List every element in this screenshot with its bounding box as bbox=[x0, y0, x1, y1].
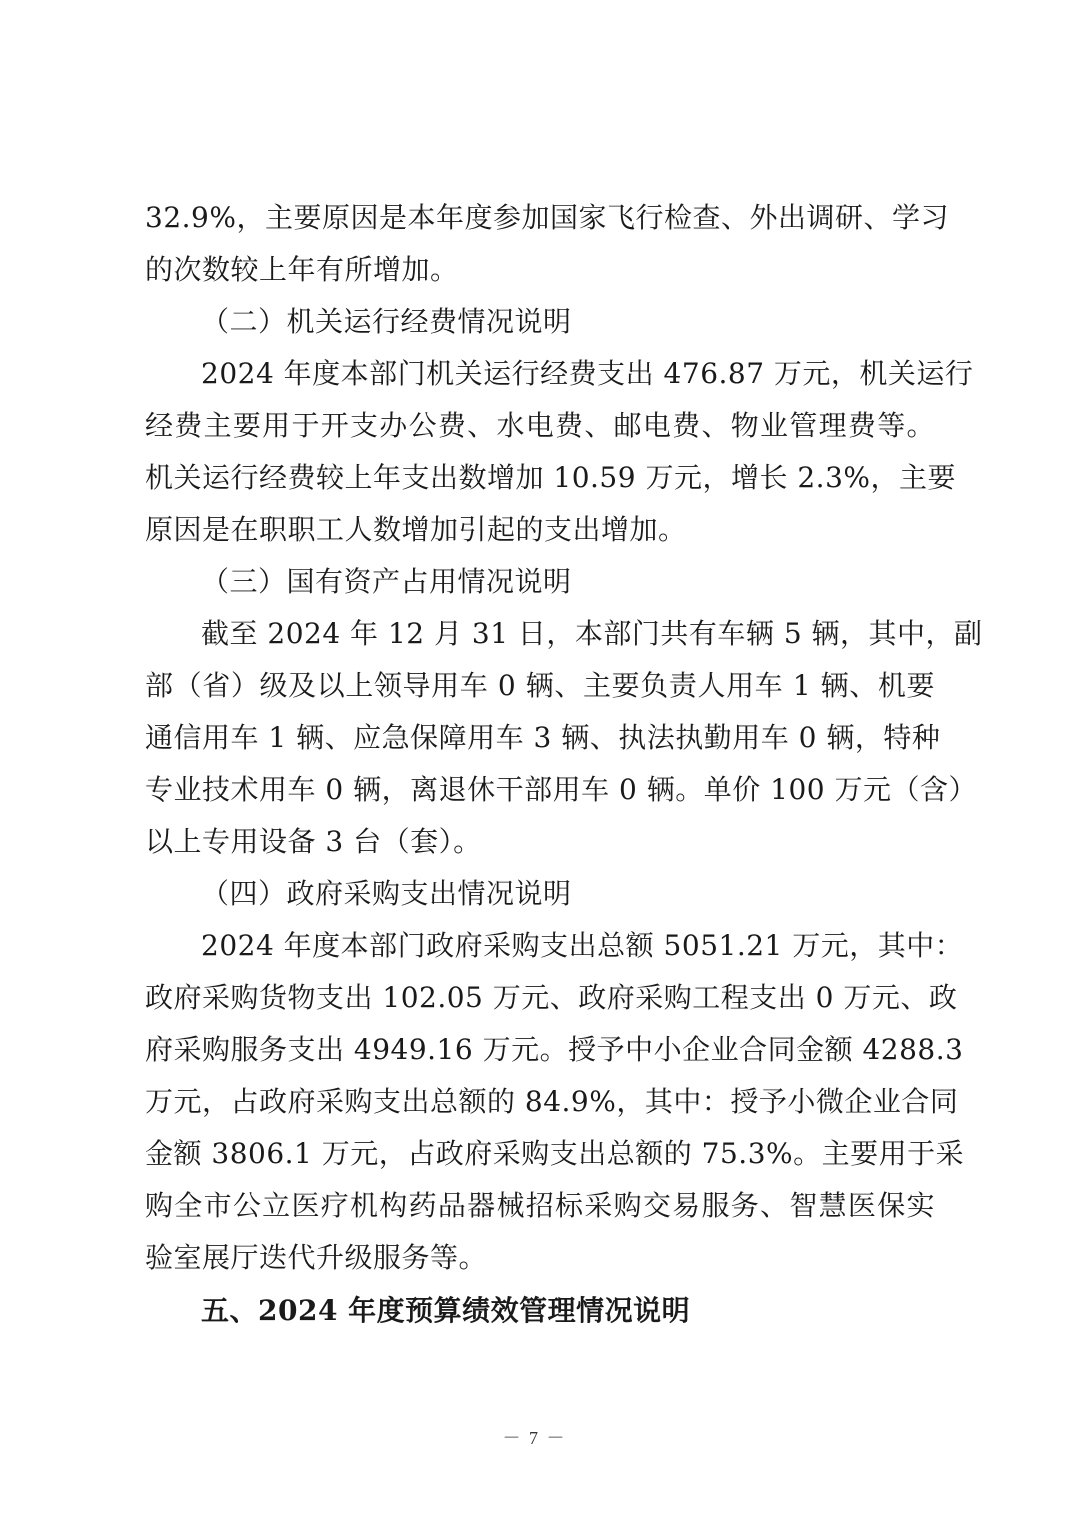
paragraph-line: 部（省）级及以上领导用车 0 辆、主要负责人用车 1 辆、机要 bbox=[145, 669, 935, 702]
paragraph-line: 原因是在职职工人数增加引起的支出增加。 bbox=[145, 513, 687, 546]
paragraph-line: 2024 年度本部门政府采购支出总额 5051.21 万元，其中： bbox=[201, 929, 964, 962]
paragraph-line: 32.9%，主要原因是本年度参加国家飞行检查、外出调研、学习 bbox=[145, 201, 949, 234]
paragraph-line: 截至 2024 年 12 月 31 日，本部门共有车辆 5 辆，其中，副 bbox=[201, 617, 983, 650]
paragraph-line: 府采购服务支出 4949.16 万元。授予中小企业合同金额 4288.3 bbox=[145, 1033, 964, 1066]
chapter-heading: 五、2024 年度预算绩效管理情况说明 bbox=[201, 1294, 691, 1327]
paragraph-line: 购全市公立医疗机构药品器械招标采购交易服务、智慧医保实 bbox=[145, 1189, 935, 1222]
paragraph-line: 2024 年度本部门机关运行经费支出 476.87 万元，机关运行 bbox=[201, 357, 974, 390]
section-heading: （二）机关运行经费情况说明 bbox=[201, 305, 572, 338]
paragraph-line: 以上专用设备 3 台（套）。 bbox=[145, 825, 482, 858]
page-number: － 7 － bbox=[502, 1428, 567, 1448]
paragraph-line: 通信用车 1 辆、应急保障用车 3 辆、执法执勤用车 0 辆，特种 bbox=[145, 721, 941, 754]
paragraph-line: 经费主要用于开支办公费、水电费、邮电费、物业管理费等。 bbox=[145, 409, 935, 442]
paragraph-line: 万元，占政府采购支出总额的 84.9%，其中：授予小微企业合同 bbox=[145, 1085, 959, 1118]
paragraph-line: 的次数较上年有所增加。 bbox=[145, 253, 459, 286]
paragraph-line: 验室展厅迭代升级服务等。 bbox=[145, 1241, 488, 1274]
section-heading: （四）政府采购支出情况说明 bbox=[201, 877, 572, 910]
paragraph-line: 专业技术用车 0 辆，离退休干部用车 0 辆。单价 100 万元（含） bbox=[145, 773, 977, 806]
paragraph-line: 机关运行经费较上年支出数增加 10.59 万元，增长 2.3%，主要 bbox=[145, 461, 956, 494]
paragraph-line: 政府采购货物支出 102.05 万元、政府采购工程支出 0 万元、政 bbox=[145, 981, 958, 1014]
section-heading: （三）国有资产占用情况说明 bbox=[201, 565, 572, 598]
paragraph-line: 金额 3806.1 万元，占政府采购支出总额的 75.3%。主要用于采 bbox=[145, 1137, 965, 1170]
